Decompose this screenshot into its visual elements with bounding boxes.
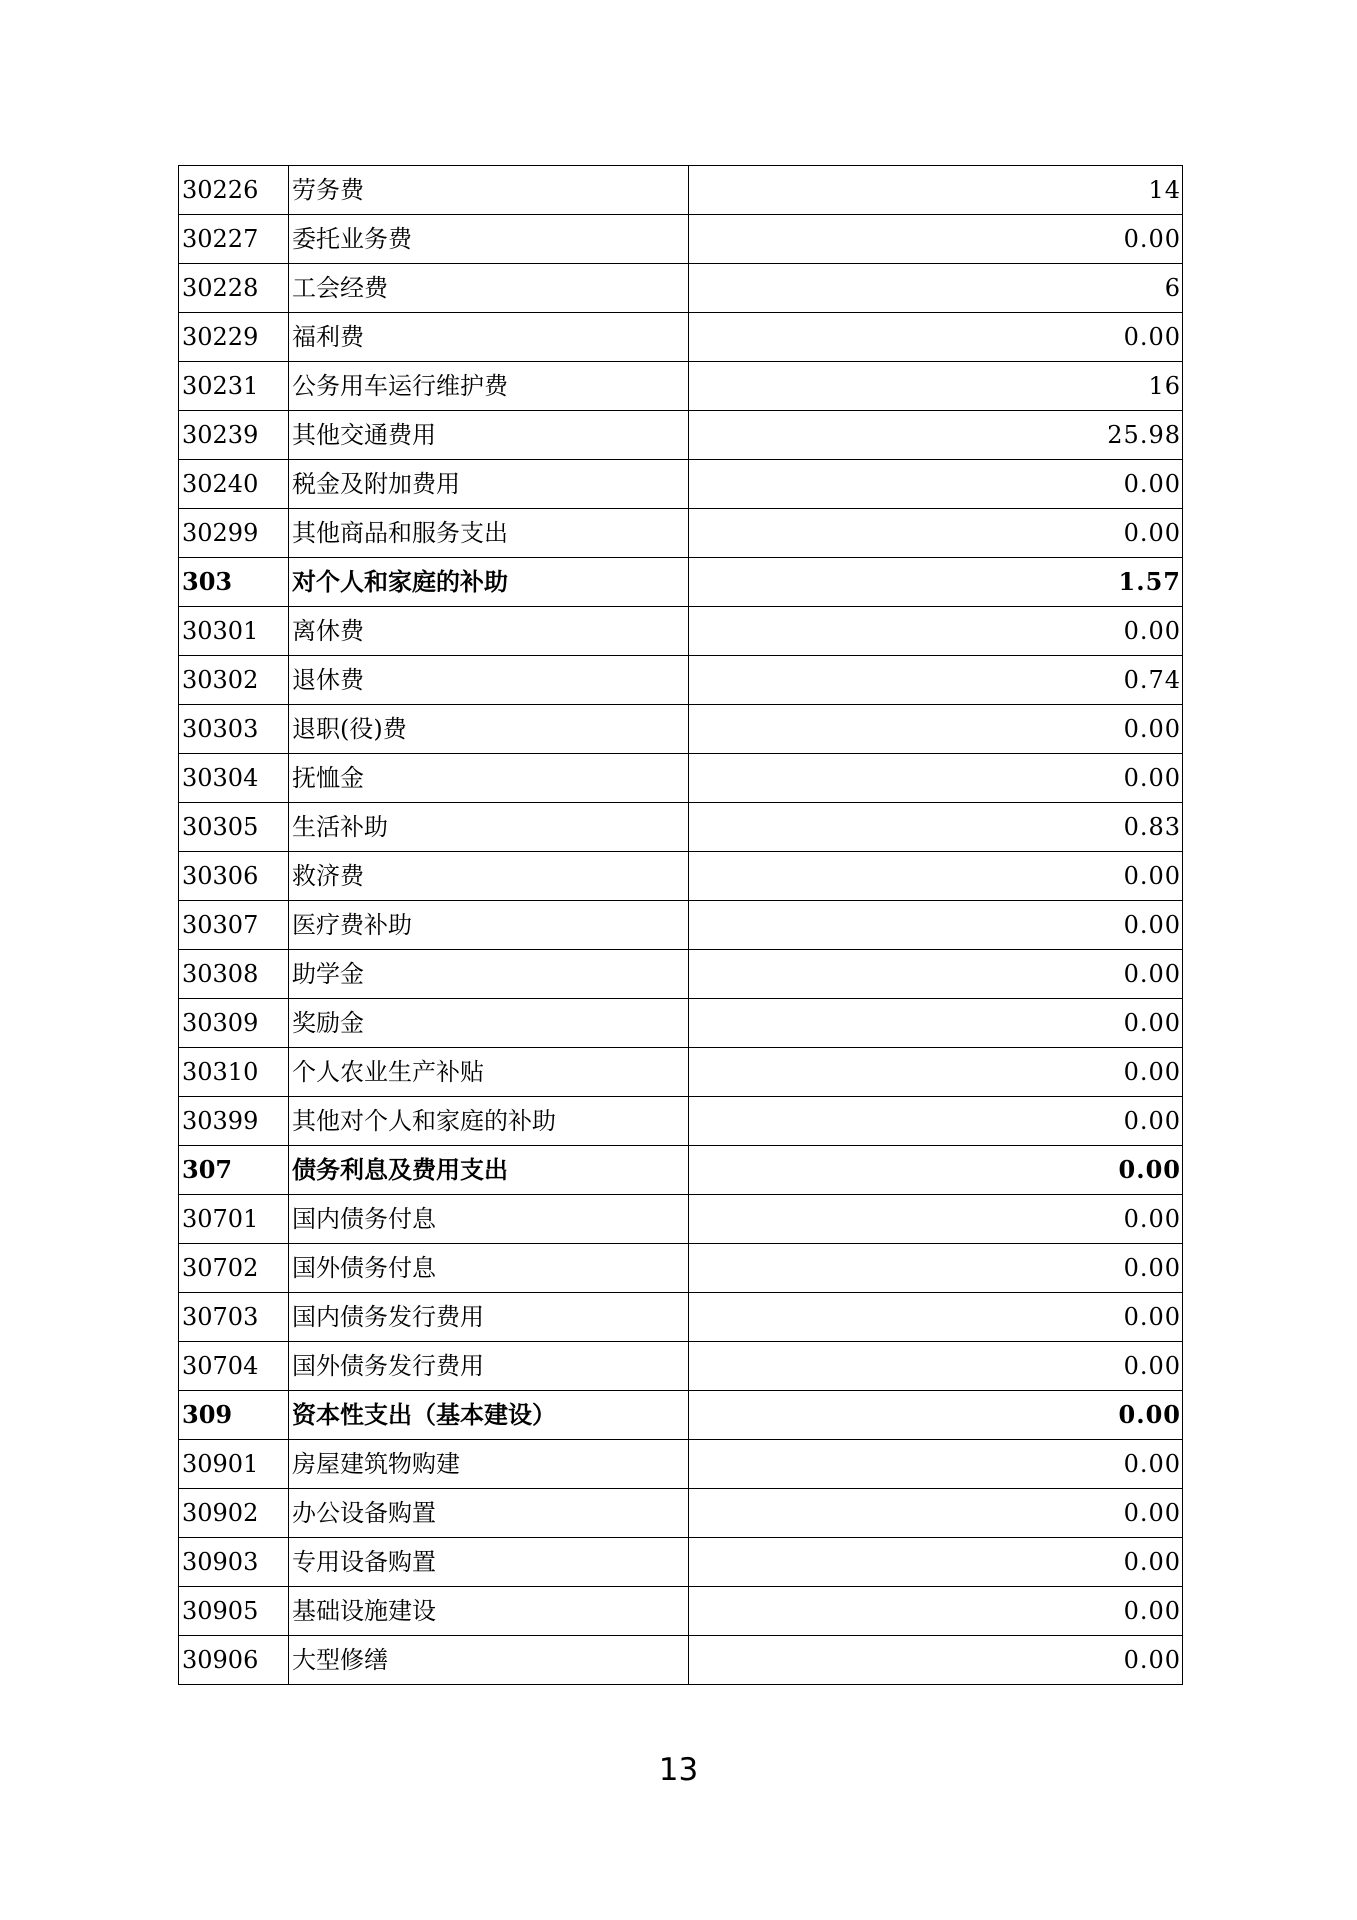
item-code: 30303 — [179, 705, 289, 754]
item-name: 救济费 — [289, 852, 689, 901]
item-amount: 0.00 — [689, 1489, 1183, 1538]
table-row — [179, 803, 1183, 852]
item-code: 309 — [179, 1391, 289, 1440]
item-name: 工会经费 — [289, 264, 689, 313]
item-code: 30309 — [179, 999, 289, 1048]
item-code: 30240 — [179, 460, 289, 509]
item-code: 30227 — [179, 215, 289, 264]
table-row — [179, 460, 1183, 509]
table-row — [179, 1342, 1183, 1391]
table-row — [179, 264, 1183, 313]
item-name: 专用设备购置 — [289, 1538, 689, 1587]
table-row — [179, 656, 1183, 705]
item-amount: 0.00 — [689, 705, 1183, 754]
item-amount: 0.00 — [689, 1391, 1183, 1440]
page-number: 13 — [658, 1752, 699, 1788]
item-name: 债务利息及费用支出 — [289, 1146, 689, 1195]
item-amount: 0.00 — [689, 852, 1183, 901]
item-name: 其他商品和服务支出 — [289, 509, 689, 558]
item-amount: 0.00 — [689, 901, 1183, 950]
item-amount: 0.00 — [689, 1244, 1183, 1293]
item-code: 30906 — [179, 1636, 289, 1685]
item-name: 助学金 — [289, 950, 689, 999]
item-name: 大型修缮 — [289, 1636, 689, 1685]
category-row — [179, 1146, 1183, 1195]
item-code: 30703 — [179, 1293, 289, 1342]
item-name: 医疗费补助 — [289, 901, 689, 950]
item-amount: 0.00 — [689, 1097, 1183, 1146]
item-code: 30905 — [179, 1587, 289, 1636]
item-amount: 14 — [689, 166, 1183, 215]
item-amount: 0.00 — [689, 1440, 1183, 1489]
item-name: 国外债务发行费用 — [289, 1342, 689, 1391]
item-name: 委托业务费 — [289, 215, 689, 264]
table-row — [179, 1440, 1183, 1489]
item-name: 其他对个人和家庭的补助 — [289, 1097, 689, 1146]
table-row — [179, 1244, 1183, 1293]
item-name: 房屋建筑物购建 — [289, 1440, 689, 1489]
item-code: 30901 — [179, 1440, 289, 1489]
table-row — [179, 1048, 1183, 1097]
item-name: 福利费 — [289, 313, 689, 362]
item-amount: 0.00 — [689, 754, 1183, 803]
item-code: 30701 — [179, 1195, 289, 1244]
item-amount: 0.83 — [689, 803, 1183, 852]
item-code: 303 — [179, 558, 289, 607]
item-code: 30228 — [179, 264, 289, 313]
item-amount: 0.00 — [689, 999, 1183, 1048]
item-name: 抚恤金 — [289, 754, 689, 803]
table-row — [179, 1538, 1183, 1587]
item-code: 307 — [179, 1146, 289, 1195]
table-row — [179, 1293, 1183, 1342]
item-amount: 0.00 — [689, 1195, 1183, 1244]
table-row — [179, 313, 1183, 362]
item-code: 30902 — [179, 1489, 289, 1538]
item-amount: 0.00 — [689, 313, 1183, 362]
item-code: 30307 — [179, 901, 289, 950]
item-name: 生活补助 — [289, 803, 689, 852]
item-code: 30302 — [179, 656, 289, 705]
item-amount: 0.00 — [689, 950, 1183, 999]
table-row — [179, 901, 1183, 950]
item-amount: 0.00 — [689, 1636, 1183, 1685]
item-name: 个人农业生产补贴 — [289, 1048, 689, 1097]
table-row — [179, 999, 1183, 1048]
table-row — [179, 1587, 1183, 1636]
item-name: 资本性支出（基本建设） — [289, 1391, 689, 1440]
item-amount: 1.57 — [689, 558, 1183, 607]
item-name: 退职(役)费 — [289, 705, 689, 754]
item-amount: 25.98 — [689, 411, 1183, 460]
item-name: 国内债务付息 — [289, 1195, 689, 1244]
item-amount: 0.74 — [689, 656, 1183, 705]
table-row — [179, 215, 1183, 264]
table-row — [179, 1097, 1183, 1146]
item-amount: 0.00 — [689, 1293, 1183, 1342]
item-amount: 0.00 — [689, 1048, 1183, 1097]
expenditure-table-body — [179, 166, 1183, 1685]
item-name: 离休费 — [289, 607, 689, 656]
item-amount: 0.00 — [689, 1146, 1183, 1195]
item-code: 30306 — [179, 852, 289, 901]
table-row — [179, 411, 1183, 460]
table-row — [179, 1489, 1183, 1538]
item-name: 公务用车运行维护费 — [289, 362, 689, 411]
table-row — [179, 607, 1183, 656]
item-amount: 0.00 — [689, 1538, 1183, 1587]
item-name: 对个人和家庭的补助 — [289, 558, 689, 607]
table-row — [179, 166, 1183, 215]
category-row — [179, 558, 1183, 607]
item-name: 退休费 — [289, 656, 689, 705]
table-row — [179, 754, 1183, 803]
item-code: 30308 — [179, 950, 289, 999]
item-code: 30301 — [179, 607, 289, 656]
item-name: 国内债务发行费用 — [289, 1293, 689, 1342]
table-row — [179, 1195, 1183, 1244]
item-name: 劳务费 — [289, 166, 689, 215]
item-amount: 0.00 — [689, 509, 1183, 558]
item-code: 30399 — [179, 1097, 289, 1146]
table-row — [179, 1636, 1183, 1685]
item-name: 办公设备购置 — [289, 1489, 689, 1538]
item-code: 30231 — [179, 362, 289, 411]
item-name: 国外债务付息 — [289, 1244, 689, 1293]
item-amount: 0.00 — [689, 460, 1183, 509]
table-row — [179, 362, 1183, 411]
item-code: 30299 — [179, 509, 289, 558]
item-name: 其他交通费用 — [289, 411, 689, 460]
item-amount: 0.00 — [689, 1342, 1183, 1391]
item-code: 30704 — [179, 1342, 289, 1391]
item-amount: 6 — [689, 264, 1183, 313]
item-code: 30305 — [179, 803, 289, 852]
item-code: 30702 — [179, 1244, 289, 1293]
item-name: 基础设施建设 — [289, 1587, 689, 1636]
expenditure-table — [178, 165, 1183, 1685]
table-row — [179, 509, 1183, 558]
item-amount: 16 — [689, 362, 1183, 411]
table-row — [179, 852, 1183, 901]
table-row — [179, 705, 1183, 754]
item-name: 税金及附加费用 — [289, 460, 689, 509]
item-code: 30229 — [179, 313, 289, 362]
table-row — [179, 950, 1183, 999]
category-row — [179, 1391, 1183, 1440]
item-code: 30304 — [179, 754, 289, 803]
item-code: 30239 — [179, 411, 289, 460]
item-code: 30310 — [179, 1048, 289, 1097]
item-amount: 0.00 — [689, 607, 1183, 656]
item-code: 30226 — [179, 166, 289, 215]
item-amount: 0.00 — [689, 1587, 1183, 1636]
item-amount: 0.00 — [689, 215, 1183, 264]
item-name: 奖励金 — [289, 999, 689, 1048]
item-code: 30903 — [179, 1538, 289, 1587]
